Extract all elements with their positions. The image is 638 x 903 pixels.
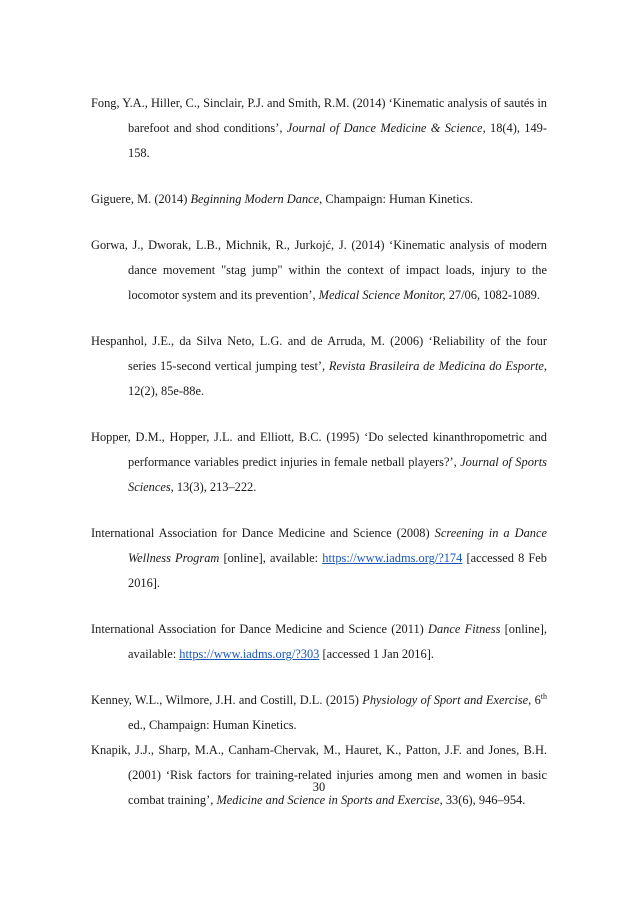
- spacer: [91, 166, 547, 187]
- spacer: [91, 500, 547, 521]
- page-number: 30: [312, 780, 326, 794]
- reference-hespanhol: [91, 329, 547, 404]
- reference-hopper: [91, 425, 547, 500]
- ref-text: , 13(3), 213–222.: [170, 480, 257, 494]
- ref-text: Gorwa, J., Dworak, L.B., Michnik, R., Jurkojć, J. (2014) ‘Kinematic analysis of modern dance movement "stag jump" within the context of impact loads, injury to the locomotor system and its prevention’,: [91, 238, 547, 302]
- ref-journal: Medicine and Science in Sports and Exercise: [216, 793, 440, 807]
- ref-title: Beginning Modern Dance,: [190, 192, 323, 206]
- ref-journal: Medical Science Monitor,: [318, 288, 446, 302]
- ref-text: [accessed 1 Jan 2016].: [319, 647, 434, 661]
- ref-text: [online], available:: [128, 622, 547, 661]
- reference-knapik: [91, 738, 547, 813]
- ref-text: Fong, Y.A., Hiller, C., Sinclair, P.J. and Smith, R.M. (2014) ‘Kinematic analysis of sautés in barefoot and shod conditions’,: [91, 96, 547, 135]
- reference-iadms-2008: [91, 521, 547, 596]
- ref-title: Dance Fitness: [428, 622, 501, 636]
- ref-text: Giguere, M. (2014): [91, 192, 191, 206]
- reference-iadms-2011: [91, 617, 547, 667]
- ref-text: , 6: [528, 693, 541, 707]
- spacer: [91, 404, 547, 425]
- ref-text: Hespanhol, J.E., da Silva Neto, L.G. and de Arruda, M. (2006) ‘Reliability of the four series 15-second vertical jumping test’,: [91, 334, 547, 373]
- spacer: [91, 212, 547, 233]
- reference-fong: [91, 91, 547, 166]
- reference-giguere: [91, 187, 547, 212]
- ref-text: 27/06, 1082-1089.: [445, 288, 540, 302]
- ref-text: ed., Champaign: Human Kinetics.: [128, 718, 297, 732]
- iadms-2011-link[interactable]: https://www.iadms.org/?303: [179, 647, 320, 661]
- ref-text: International Association for Dance Medicine and Science (2011): [91, 622, 429, 636]
- ref-text: 12(2), 85e-88e.: [128, 384, 205, 398]
- spacer: [91, 667, 547, 688]
- reference-gorwa: [91, 233, 547, 308]
- ref-journal: Revista Brasileira de Medicina do Esporte,: [328, 359, 547, 373]
- spacer: [91, 596, 547, 617]
- ref-journal: Journal of Sports Sciences: [128, 455, 547, 494]
- ref-text: [online], available:: [219, 551, 323, 565]
- ref-text: , 33(6), 946–954.: [439, 793, 526, 807]
- ref-text: Champaign: Human Kinetics.: [322, 192, 473, 206]
- spacer: [91, 308, 547, 329]
- ref-text: , 18(4), 149-158.: [128, 121, 547, 160]
- ref-text: Knapik, J.J., Sharp, M.A., Canham-Chervak, M., Hauret, K., Patton, J.F. and Jones, B.H. (2001) ‘Risk factors for training-related injuries among men and women in basic combat training’,: [91, 743, 547, 807]
- ref-text: Hopper, D.M., Hopper, J.L. and Elliott, B.C. (1995) ‘Do selected kinanthropometric and performance variables predict injuries in female netball players?’,: [91, 430, 547, 469]
- ref-text: [accessed 8 Feb 2016].: [128, 551, 547, 590]
- reference-kenney: [91, 688, 547, 738]
- ref-text: International Association for Dance Medicine and Science (2008): [91, 526, 435, 540]
- ref-superscript: th: [540, 691, 548, 701]
- ref-text: Kenney, W.L., Wilmore, J.H. and Costill, D.L. (2015): [91, 693, 363, 707]
- iadms-2008-link[interactable]: https://www.iadms.org/?174: [322, 551, 463, 565]
- ref-title: Physiology of Sport and Exercise: [362, 693, 529, 707]
- ref-title: Screening in a Dance Wellness Program: [128, 526, 547, 565]
- reference-list: [91, 91, 547, 813]
- ref-journal: Journal of Dance Medicine & Science: [286, 121, 483, 135]
